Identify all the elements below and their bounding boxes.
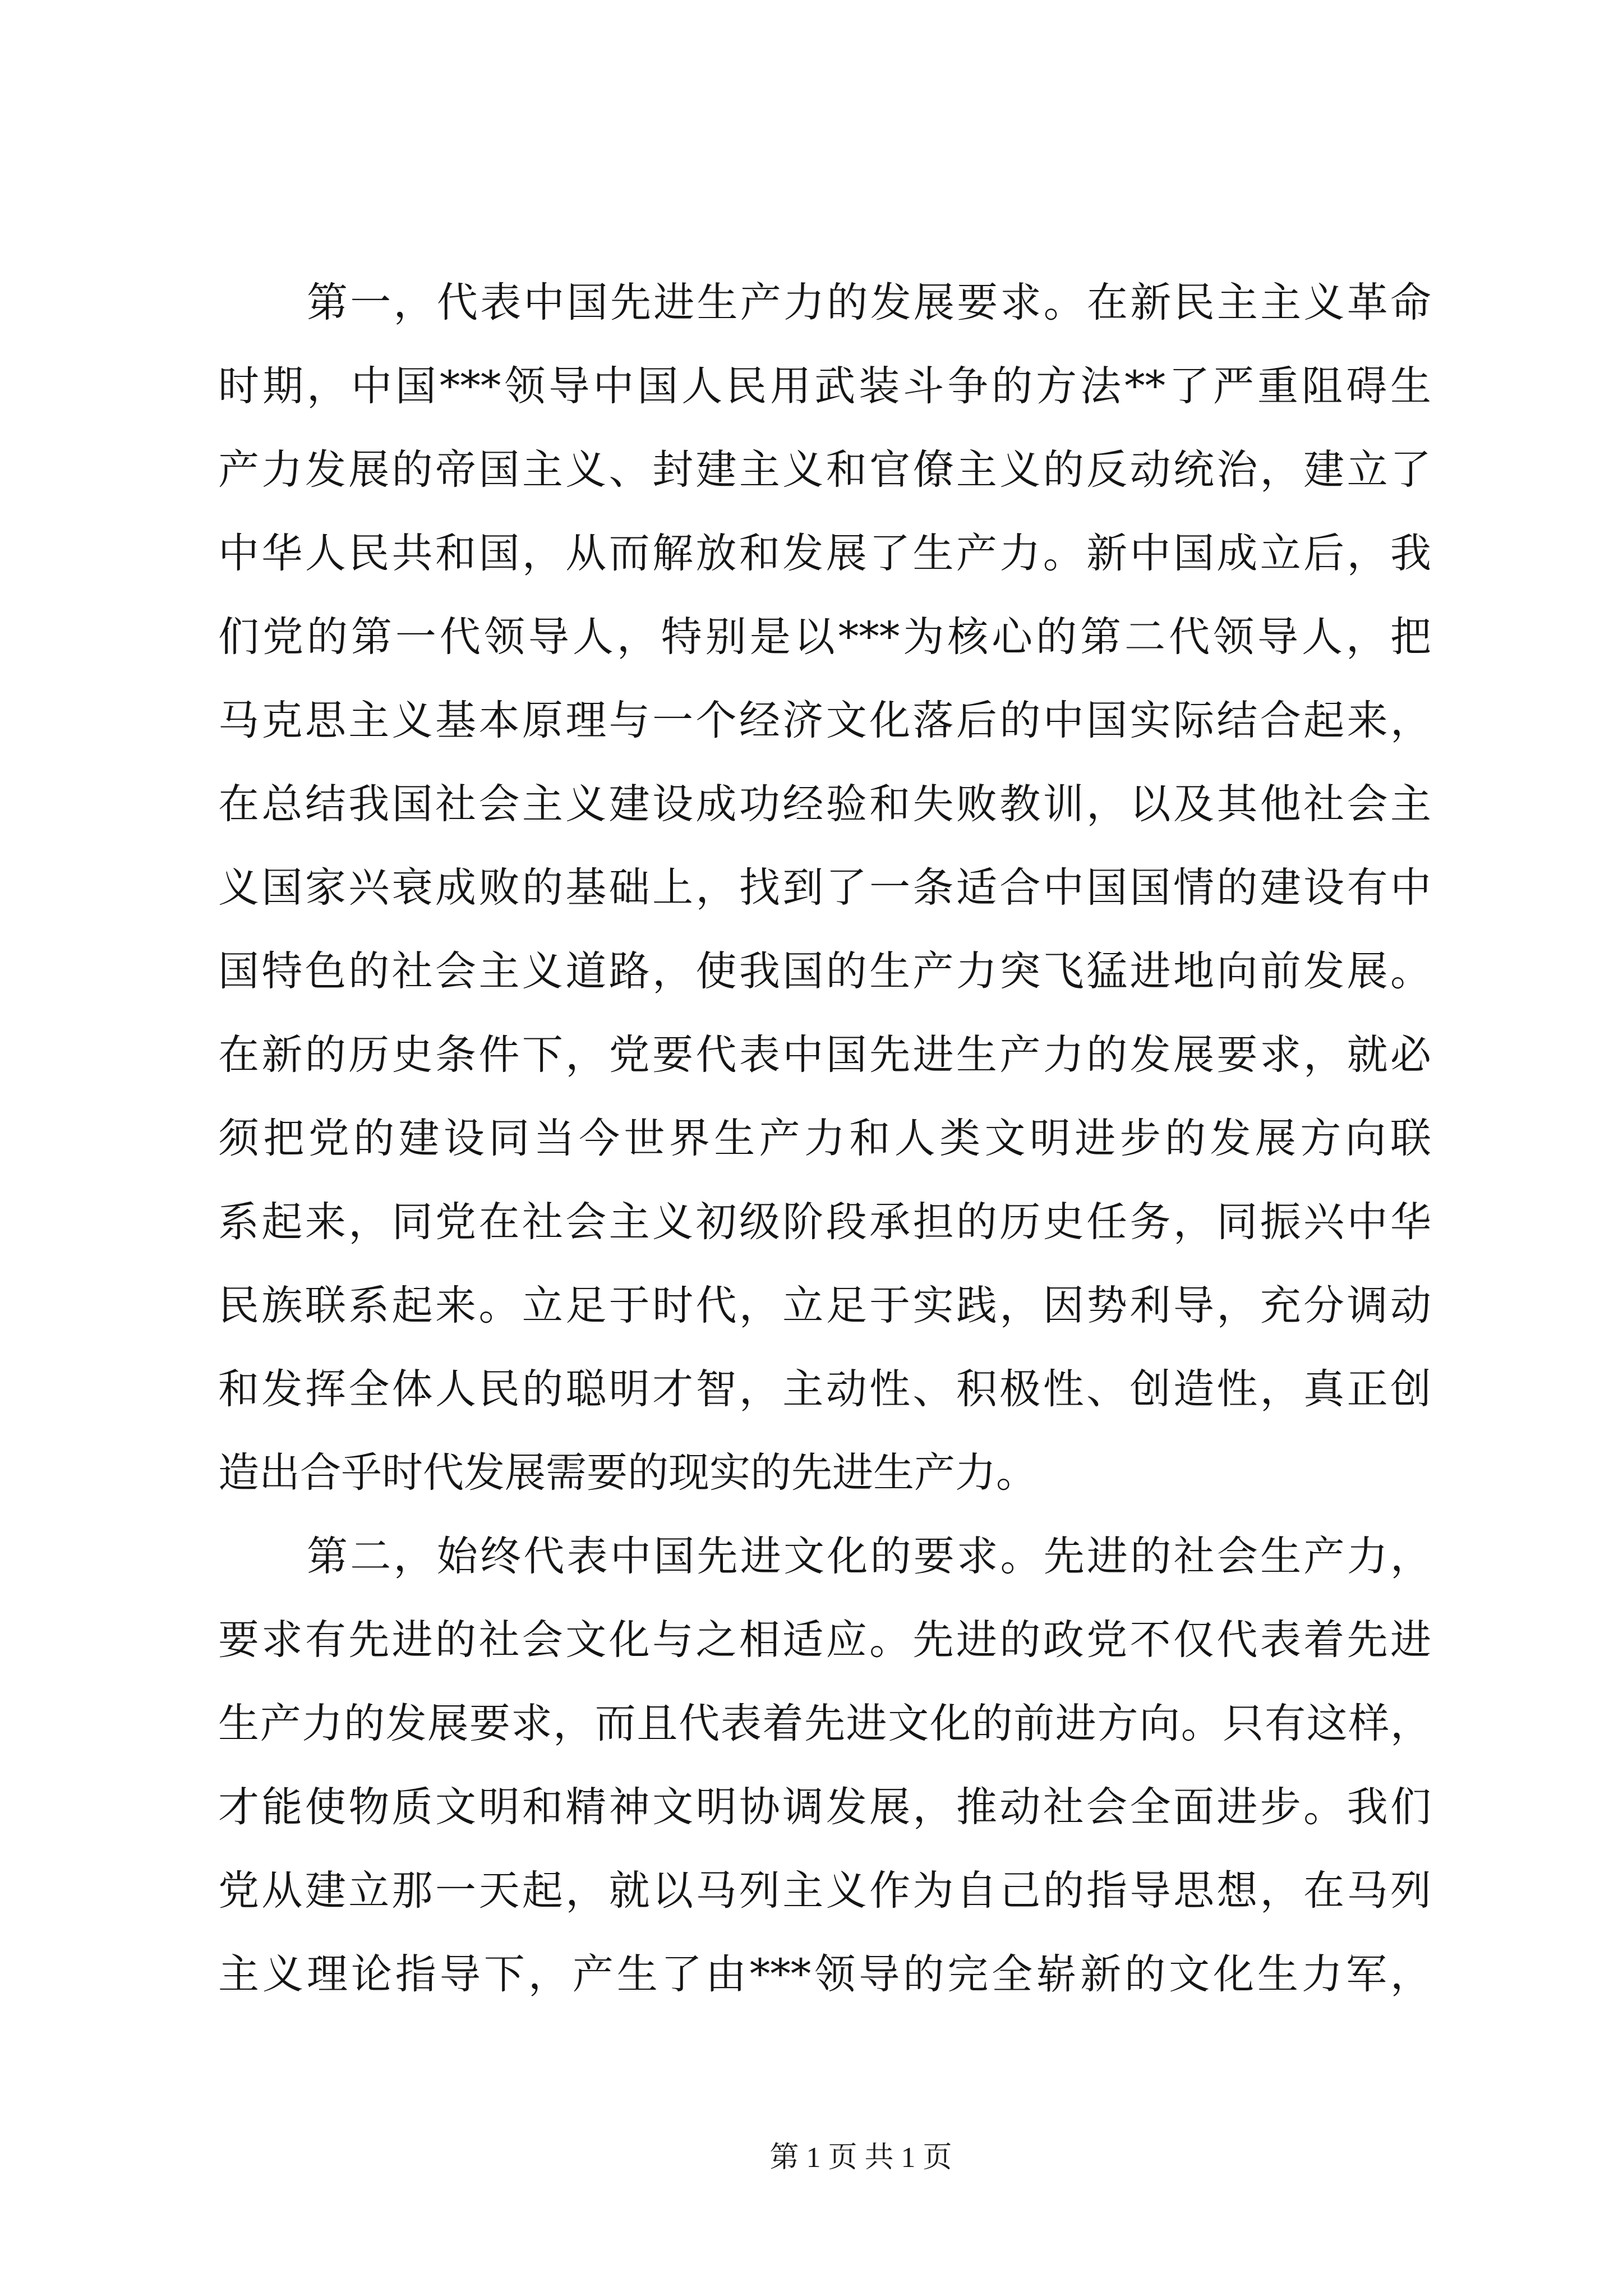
page-footer — [751, 2138, 970, 2178]
text-line: 主义理论指导下，产生了由***领导的完全崭新的文化生力军， — [218, 1950, 1431, 1998]
text-line: 中华人民共和国，从而解放和发展了生产力。新中国成立后，我 — [218, 530, 1431, 577]
text-line: 和发挥全体人民的聪明才智，主动性、积极性、创造性，真正创 — [218, 1365, 1431, 1413]
text-line: 第一，代表中国先进生产力的发展要求。在新民主主义革命 — [307, 279, 1431, 326]
text-line: 在新的历史条件下，党要代表中国先进生产力的发展要求，就必 — [218, 1031, 1431, 1079]
text-line: 马克思主义基本原理与一个经济文化落后的中国实际结合起来， — [218, 697, 1431, 744]
text-line: 产力发展的帝国主义、封建主义和官僚主义的反动统治，建立了 — [218, 446, 1431, 494]
text-line: 国特色的社会主义道路，使我国的生产力突飞猛进地向前发展。 — [218, 947, 1431, 995]
text-line: 义国家兴衰成败的基础上，找到了一条适合中国国情的建设有中 — [218, 864, 1431, 912]
text-line: 造出合乎时代发展需要的现实的先进生产力。 — [218, 1449, 1037, 1497]
text-line: 系起来，同党在社会主义初级阶段承担的历史任务，同振兴中华 — [218, 1198, 1431, 1246]
text-line: 生产力的发展要求，而且代表着先进文化的前进方向。只有这样， — [218, 1700, 1431, 1747]
text-line: 第二，始终代表中国先进文化的要求。先进的社会生产力， — [307, 1533, 1431, 1580]
paragraph-2 — [218, 1515, 1431, 2016]
text-line: 要求有先进的社会文化与之相适应。先进的政党不仅代表着先进 — [218, 1616, 1431, 1664]
text-line: 时期，中国***领导中国人民用武装斗争的方法**了严重阻碍生 — [218, 362, 1431, 410]
text-line: 民族联系起来。立足于时代，立足于实践，因势利导，充分调动 — [218, 1282, 1431, 1329]
paragraph-1 — [218, 261, 1431, 1515]
text-line: 须把党的建设同当今世界生产力和人类文明进步的发展方向联 — [218, 1115, 1431, 1162]
text-line: 们党的第一代领导人，特别是以***为核心的第二代领导人，把 — [218, 613, 1431, 661]
text-line: 在总结我国社会主义建设成功经验和失败教训，以及其他社会主 — [218, 780, 1431, 828]
page-number-label: 第 1 页 共 1 页 — [769, 2142, 952, 2174]
text-line: 才能使物质文明和精神文明协调发展，推动社会全面进步。我们 — [218, 1783, 1431, 1831]
text-line: 党从建立那一天起，就以马列主义作为自己的指导思想，在马列 — [218, 1867, 1431, 1915]
document-body — [218, 261, 1431, 2016]
